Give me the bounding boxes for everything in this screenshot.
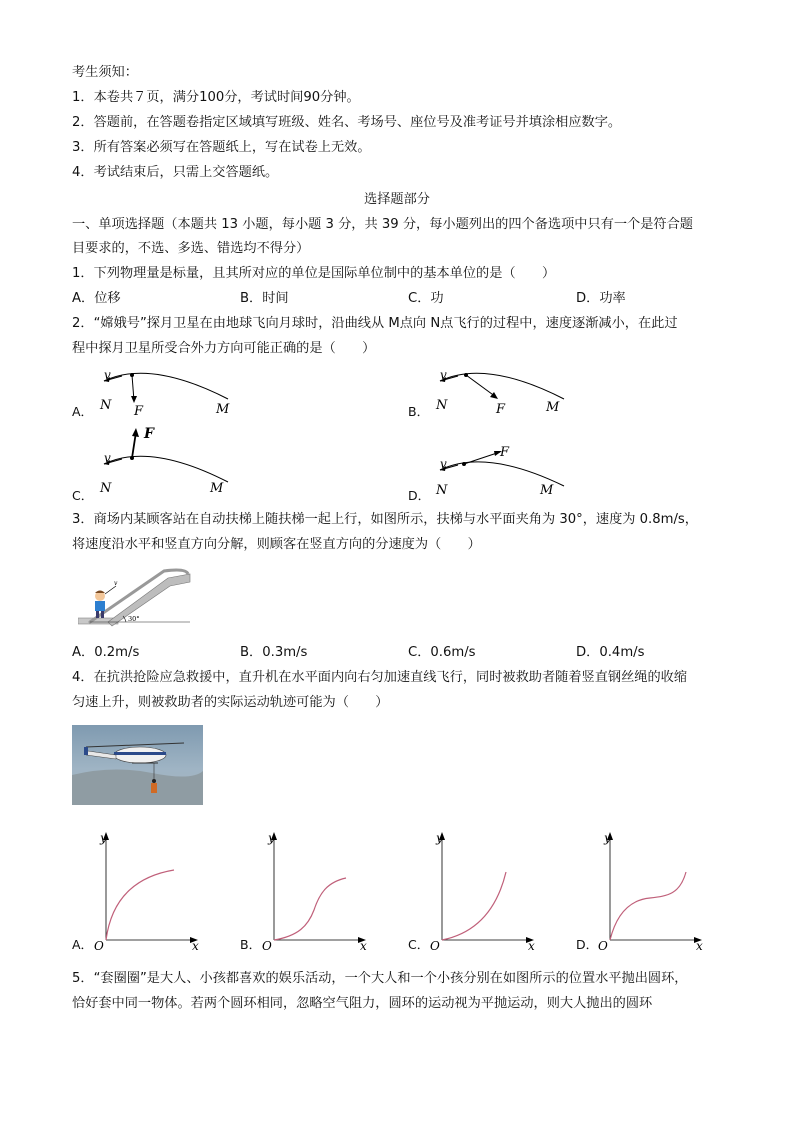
q4-option-d-label: D． xyxy=(576,937,599,952)
fig-n: N xyxy=(100,481,112,496)
q4-option-b-label: B． xyxy=(240,937,262,952)
axis-y: y xyxy=(604,831,611,845)
q3-v-label: v xyxy=(114,580,118,587)
fig-m: M xyxy=(216,402,230,417)
q4-graph-a xyxy=(90,828,208,950)
q4-option-a-label: A． xyxy=(72,937,94,952)
q2-stem-line2: 程中探月卫星所受合外力方向可能正确的是（ ） xyxy=(72,341,376,356)
q2-option-c-label: C． xyxy=(72,488,94,503)
axis-x: x xyxy=(360,939,367,950)
q1-option-c: C．功 xyxy=(408,291,444,306)
fig-f: F xyxy=(134,404,144,417)
q2-option-a-label: A． xyxy=(72,404,94,419)
q4-helicopter-photo xyxy=(72,725,203,805)
q1-option-a: A．位移 xyxy=(72,291,121,306)
q3-option-d: D．0.4m/s xyxy=(576,645,645,660)
q4-graph-b xyxy=(258,828,376,950)
q2-stem-line1: 2．“嫦娥号”探月卫星在由地球飞向月球时，沿曲线从 M点向 N点飞行的过程中，速度逐渐减小，在此过 xyxy=(72,316,678,331)
fig-m: M xyxy=(540,483,554,498)
notice-item-4: 4．考试结束后，只需上交答题纸。 xyxy=(72,165,279,180)
q4-graph-d xyxy=(594,828,712,950)
fig-v: v xyxy=(440,368,447,382)
section-title: 选择题部分 xyxy=(364,192,430,207)
q3-option-c: C．0.6m/s xyxy=(408,645,476,660)
axis-o: O xyxy=(598,939,608,950)
fig-v: v xyxy=(104,368,111,382)
q5-stem-line1: 5．“套圈圈”是大人、小孩都喜欢的娱乐活动，一个大人和一个小孩分别在如图所示的位置水平抛出圆环， xyxy=(72,971,688,986)
q1-option-b: B．时间 xyxy=(240,291,289,306)
fig-m: M xyxy=(546,400,560,415)
part1-instructions-line1: 一、单项选择题（本题共 13 小题，每小题 3 分，共 39 分，每小题列出的四个备选项中只有一个是符合题 xyxy=(72,217,693,232)
fig-n: N xyxy=(436,398,448,413)
q2-figure-d xyxy=(426,440,586,500)
axis-y: y xyxy=(268,831,275,845)
axis-y: y xyxy=(436,831,443,845)
q1-option-d: D．功率 xyxy=(576,291,626,306)
axis-o: O xyxy=(94,939,104,950)
axis-x: x xyxy=(192,939,199,950)
axis-y: y xyxy=(100,831,107,845)
q4-option-c-label: C． xyxy=(408,937,430,952)
q2-option-d-label: D． xyxy=(408,488,431,503)
q2-figure-b xyxy=(426,365,586,417)
axis-x: x xyxy=(528,939,535,950)
q2-figure-c xyxy=(90,420,250,500)
fig-f: F xyxy=(500,445,510,460)
fig-n: N xyxy=(100,398,112,413)
fig-n: N xyxy=(436,483,448,498)
notice-item-2: 2．答题前，在答题卷指定区域填写班级、姓名、考场号、座位号及准考证号并填涂相应数字。 xyxy=(72,115,622,130)
notice-item-1: 1．本卷共７页，满分100分，考试时间90分钟。 xyxy=(72,90,360,105)
q1-stem: 1．下列物理量是标量，且其所对应的单位是国际单位制中的基本单位的是（ ） xyxy=(72,266,556,281)
fig-m: M xyxy=(210,481,224,496)
fig-v: v xyxy=(104,451,111,465)
q3-option-b: B．0.3m/s xyxy=(240,645,308,660)
q4-stem-line1: 4．在抗洪抢险应急救援中，直升机在水平面内向右匀加速直线飞行，同时被救助者随着竖直钢丝绳的收缩 xyxy=(72,670,688,685)
axis-o: O xyxy=(262,939,272,950)
q3-angle-label: 30° xyxy=(128,615,140,623)
q3-escalator-figure xyxy=(78,566,193,628)
notice-title: 考生须知： xyxy=(72,65,138,80)
fig-f: F xyxy=(144,426,154,442)
fig-f: F xyxy=(496,402,506,417)
axis-o: O xyxy=(430,939,440,950)
notice-item-3: 3．所有答案必须写在答题纸上，写在试卷上无效。 xyxy=(72,140,371,155)
q4-stem-line2: 匀速上升，则被救助者的实际运动轨迹可能为（ ） xyxy=(72,695,389,710)
q4-graph-c xyxy=(426,828,544,950)
axis-x: x xyxy=(696,939,703,950)
fig-v: v xyxy=(440,457,447,471)
q5-stem-line2: 恰好套中同一物体。若两个圆环相同，忽略空气阻力，圆环的运动视为平抛运动，则大人抛出的圆环 xyxy=(72,996,653,1011)
q3-option-a: A．0.2m/s xyxy=(72,645,140,660)
part1-instructions-line2: 目要求的，不选、多选、错选均不得分） xyxy=(72,241,310,256)
q3-stem-line1: 3．商场内某顾客站在自动扶梯上随扶梯一起上行，如图所示，扶梯与水平面夹角为 30°，速度为 0.8m/s， xyxy=(72,512,698,527)
q3-stem-line2: 将速度沿水平和竖直方向分解，则顾客在竖直方向的分速度为（ ） xyxy=(72,537,481,552)
q2-figure-a xyxy=(90,365,250,417)
q2-option-b-label: B． xyxy=(408,404,430,419)
